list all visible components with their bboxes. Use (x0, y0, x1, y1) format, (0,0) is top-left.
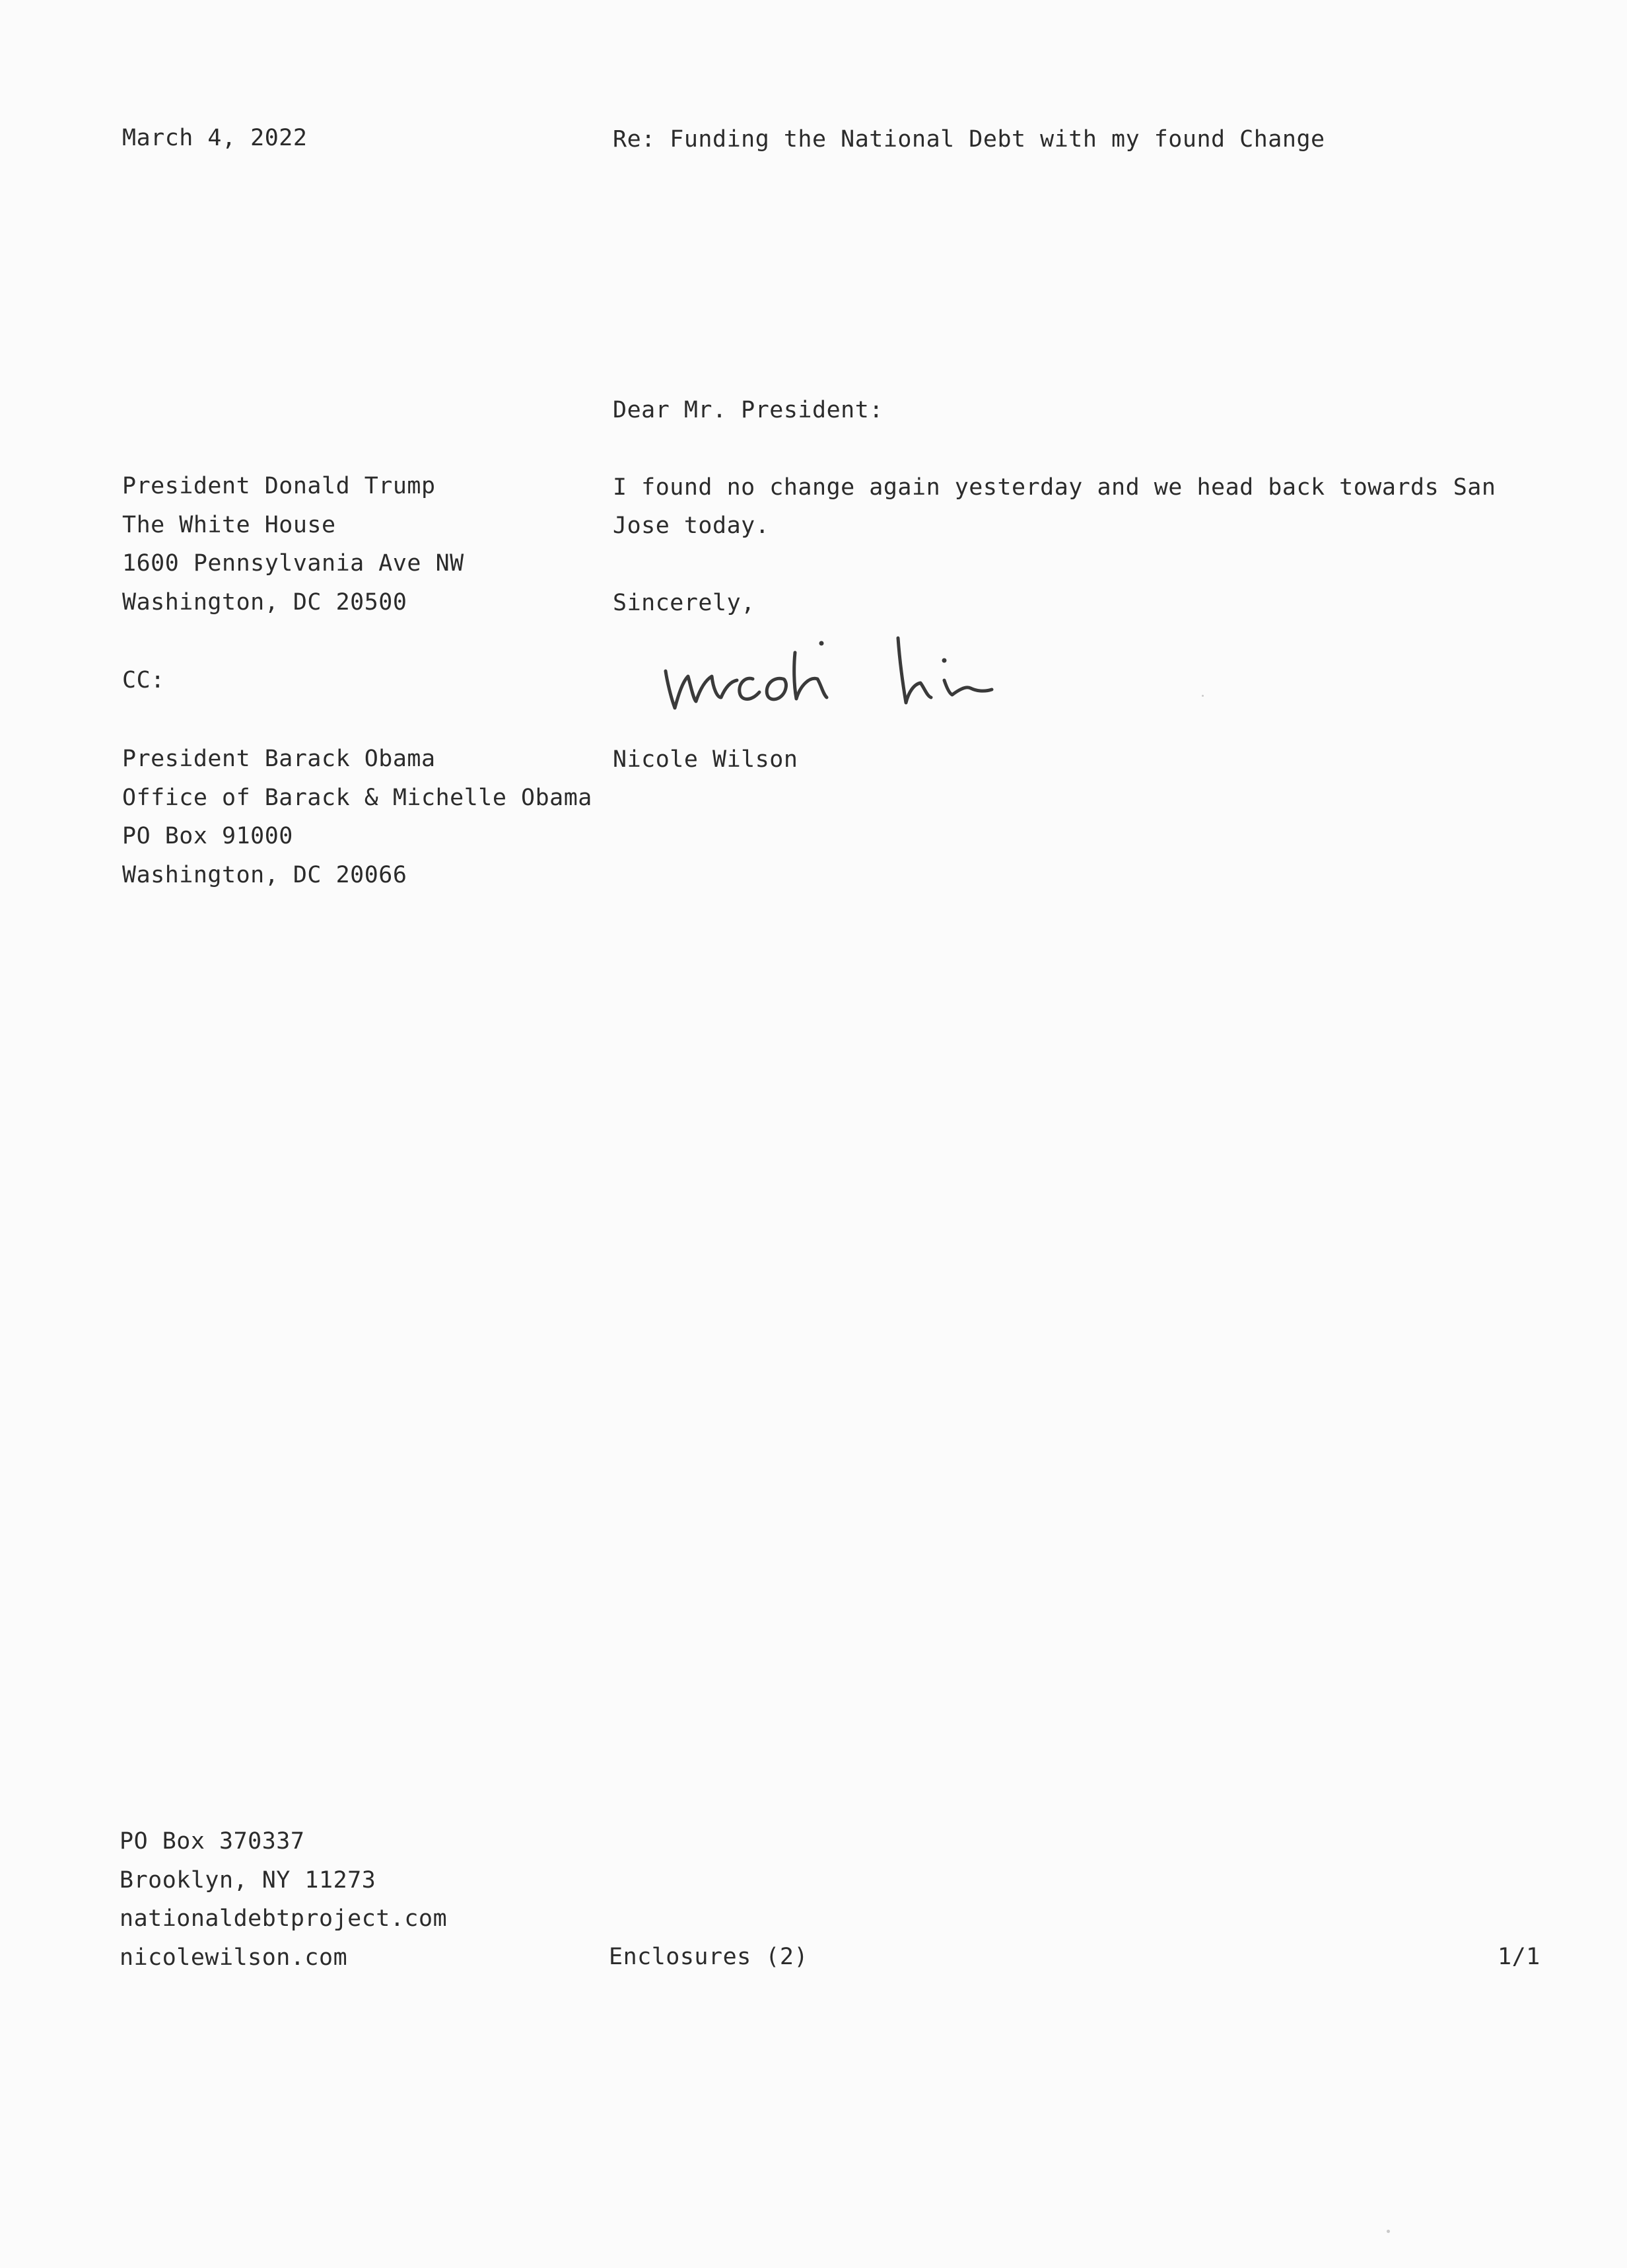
cc-address-line: Office of Barack & Michelle Obama (122, 784, 592, 811)
letter-body: I found no change again yesterday and we head back towards San Jose today. (613, 474, 1496, 539)
recipient-address (122, 467, 464, 621)
cc-address-line: Washington, DC 20066 (122, 861, 407, 888)
scan-speck (1387, 2230, 1390, 2233)
handwritten-signature (654, 620, 1023, 725)
recipient-address-line: Washington, DC 20500 (122, 588, 407, 616)
letter-date: March 4, 2022 (122, 125, 308, 151)
page-number: 1/1 (1498, 1944, 1540, 1970)
sender-address-line: nationaldebtproject.com (120, 1905, 448, 1932)
sender-address (120, 1822, 447, 1977)
cc-address-line: PO Box 91000 (122, 823, 293, 849)
sender-address-line: PO Box 370337 (120, 1828, 305, 1855)
enclosures-note: Enclosures (2) (609, 1944, 809, 1970)
cc-label: CC: (122, 667, 165, 693)
letter-greeting: Dear Mr. President: (613, 397, 883, 423)
recipient-address-line: 1600 Pennsylvania Ave NW (122, 550, 464, 577)
letter-subject: Re: Funding the National Debt with my found Change (613, 126, 1325, 153)
recipient-address-line: President Donald Trump (122, 473, 436, 499)
cc-address-line: President Barack Obama (122, 746, 436, 772)
letter-valediction: Sincerely, (613, 590, 755, 616)
sender-address-line: nicolewilson.com (120, 1944, 348, 1971)
cc-address (122, 740, 592, 894)
recipient-address-line: The White House (122, 511, 336, 538)
scan-speck (1202, 695, 1204, 697)
sender-address-line: Brooklyn, NY 11273 (120, 1866, 376, 1894)
signer-name: Nicole Wilson (613, 746, 798, 773)
